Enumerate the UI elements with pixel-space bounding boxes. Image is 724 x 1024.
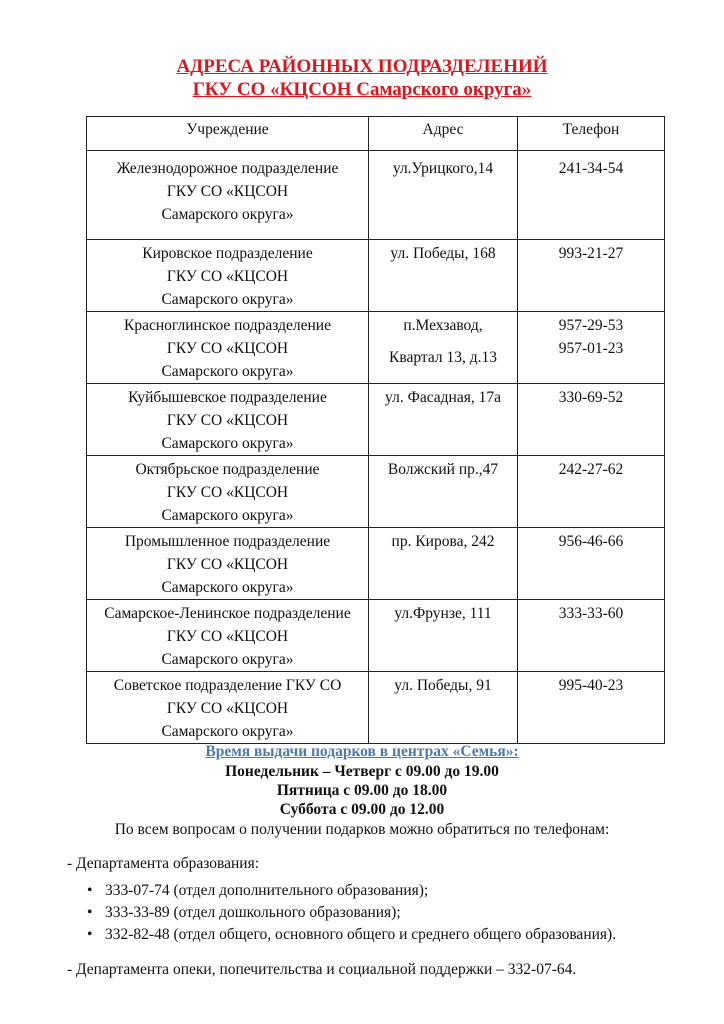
table-row (87, 600, 665, 672)
institution-cell (87, 456, 369, 528)
table-row (87, 528, 665, 600)
institution-cell-line: Самарское-Ленинское подразделение (104, 605, 351, 622)
bullet-icon: • (87, 926, 93, 943)
institution-cell-line: ГКУ СО «КЦСОН (166, 183, 289, 200)
schedule-mon-thu: Понедельник – Четверг с 09.00 до 19.00 (225, 763, 499, 780)
list-item (0, 880, 616, 902)
column-header-phone: Телефон (518, 117, 665, 151)
address-cell-line: ул. Фасадная, 17а (385, 389, 501, 406)
address-cell (369, 528, 518, 600)
phone-cell (518, 672, 665, 744)
address-cell-line: Квартал 13, д.13 (389, 349, 497, 366)
institution-cell-line: Красноглинское подразделение (124, 317, 331, 334)
bullet-icon: • (87, 904, 93, 921)
address-cell (369, 384, 518, 456)
institution-cell-line: Самарского округа» (161, 206, 294, 223)
address-cell-line: ул. Победы, 168 (390, 245, 496, 262)
phone-cell (518, 312, 665, 384)
phone-entry: 333-07-74 (отдел дополнительного образования); (105, 882, 429, 899)
phone-cell (518, 384, 665, 456)
address-cell-line: Волжский пр.,47 (387, 461, 499, 478)
institution-cell-line: ГКУ СО «КЦСОН (166, 628, 289, 645)
institution-cell (87, 151, 369, 240)
bullet-icon: • (87, 882, 93, 899)
phone-cell-line: 333-33-60 (558, 605, 624, 622)
education-phones-list (0, 880, 616, 946)
institution-cell-line: Промышленное подразделение (124, 533, 331, 550)
institution-cell (87, 672, 369, 744)
table-row (87, 240, 665, 312)
institution-cell-line: Самарского округа» (161, 435, 294, 452)
institution-cell-line: ГКУ СО «КЦСОН (166, 340, 289, 357)
institution-cell (87, 240, 369, 312)
phone-cell-line: 957-29-53 (558, 317, 624, 334)
dept-guardianship-line: - Департамента опеки, попечительства и социальной поддержки – 332-07-64. (67, 961, 577, 978)
phone-cell-line: 995-40-23 (558, 677, 624, 694)
table-row (87, 151, 665, 240)
institution-cell (87, 600, 369, 672)
institution-cell-line: Самарского округа» (161, 507, 294, 524)
document-title-line1: АДРЕСА РАЙОННЫХ ПОДРАЗДЕЛЕНИЙ (176, 56, 548, 77)
institution-cell-line: Октябрьское подразделение (135, 461, 320, 478)
table-row (87, 384, 665, 456)
column-header-address: Адрес (369, 117, 518, 151)
address-cell (369, 672, 518, 744)
address-cell-line: ул.Урицкого,14 (392, 160, 494, 177)
phone-entry: 332-82-48 (отдел общего, основного общего и среднего общего образования). (105, 926, 617, 943)
phone-cell-line: 241-34-54 (558, 160, 624, 177)
institution-cell-line: ГКУ СО «КЦСОН (166, 412, 289, 429)
institution-cell (87, 312, 369, 384)
institution-cell-line: Самарского округа» (161, 651, 294, 668)
table-row (87, 312, 665, 384)
phone-cell-line: 993-21-27 (558, 245, 624, 262)
schedule-fri: Пятница с 09.00 до 18.00 (276, 782, 448, 799)
institution-cell-line: Самарского округа» (161, 723, 294, 740)
institution-cell (87, 528, 369, 600)
institution-cell-line: Самарского округа» (161, 363, 294, 380)
phone-cell (518, 600, 665, 672)
phone-cell (518, 528, 665, 600)
phone-cell (518, 456, 665, 528)
table-header-row (87, 117, 665, 151)
institution-cell-line: ГКУ СО «КЦСОН (166, 484, 289, 501)
institution-cell (87, 384, 369, 456)
address-cell-line: п.Мехзавод, (403, 317, 483, 334)
contacts-intro: По всем вопросам о получении подарков можно обратиться по телефонам: (114, 821, 610, 838)
address-cell-line: ул. Победы, 91 (394, 677, 492, 694)
dept-education-label: - Департамента образования: (67, 855, 260, 872)
address-cell-line: пр. Кирова, 242 (391, 533, 495, 550)
schedule-title: Время выдачи подарков в центрах «Семья»: (205, 743, 519, 760)
phone-cell (518, 151, 665, 240)
institution-cell-line: Куйбышевское подразделение (128, 389, 327, 406)
phone-cell (518, 240, 665, 312)
phone-entry: 333-33-89 (отдел дошкольного образования); (105, 904, 401, 921)
addresses-table (86, 116, 665, 744)
address-cell (369, 456, 518, 528)
list-item (0, 924, 616, 946)
phone-cell-line: 956-46-66 (558, 533, 624, 550)
institution-cell-line: ГКУ СО «КЦСОН (166, 268, 289, 285)
institution-cell-line: Советское подразделение ГКУ СО (113, 677, 342, 694)
institution-cell-line: Самарского округа» (161, 579, 294, 596)
institution-cell-line: ГКУ СО «КЦСОН (166, 556, 289, 573)
phone-cell-line: 957-01-23 (558, 340, 624, 357)
table-row (87, 672, 665, 744)
institution-cell-line: Железнодорожное подразделение (116, 160, 339, 177)
address-cell (369, 240, 518, 312)
address-cell-line: ул.Фрунзе, 111 (394, 605, 492, 622)
phone-cell-line: 242-27-62 (558, 461, 624, 478)
address-cell (369, 312, 518, 384)
institution-cell-line: ГКУ СО «КЦСОН (166, 700, 289, 717)
phone-cell-line: 330-69-52 (558, 389, 624, 406)
institution-cell-line: Кировское подразделение (142, 245, 313, 262)
document-title-line2: ГКУ СО «КЦСОН Самарского округа» (192, 79, 532, 100)
address-cell (369, 600, 518, 672)
column-header-institution: Учреждение (87, 117, 369, 151)
table-row (87, 456, 665, 528)
address-cell (369, 151, 518, 240)
schedule-sat: Суббота с 09.00 до 12.00 (279, 801, 445, 818)
institution-cell-line: Самарского округа» (161, 291, 294, 308)
list-item (0, 902, 616, 924)
